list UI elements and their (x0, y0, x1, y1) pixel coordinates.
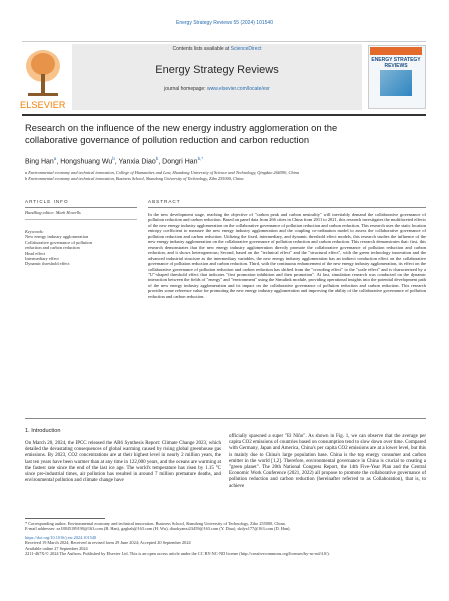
journal-header-box (72, 44, 362, 110)
handling-editor (25, 210, 115, 215)
author-name[interactable]: Dongri Han (162, 158, 198, 166)
title-line-1: Research on the influence of the new energy industry agglomeration on the (25, 122, 338, 133)
abstract-bottom-rule (25, 418, 426, 419)
article-info-heading: ARTICLE INFO (25, 199, 69, 204)
affiliation-a: a Environmental economy and technical innovation, College of Humanities and Law, Shandong University of Science and Technology, Qingdao 266590, China (25, 170, 299, 175)
section-heading: 1. Introduction (25, 428, 61, 434)
cover-band (370, 47, 422, 55)
email-addresses[interactable]: E-mail addresses: zz18845189190@163.com (B. Han), gzgbzh@163.com (H. Wu), diaokyanxi23459@163.com (Y. Diao), skdyx177@163.com (D. Han). (25, 526, 291, 532)
cover-title: ENERGY STRATEGY REVIEWS (371, 57, 421, 69)
article-title (25, 122, 425, 146)
author-name[interactable]: Yanxia Diao (118, 158, 156, 166)
title-line-2: collaborative governance of pollution reduction and carbon reduction (25, 134, 310, 145)
handling-editor-text: Handling editor: Mark Howells (25, 210, 81, 215)
article-info-rule (25, 207, 137, 208)
affiliations (25, 170, 425, 181)
publisher-wordmark: ELSEVIER (20, 100, 66, 110)
doi-link[interactable]: https://doi.org/10.1016/j.esr.2024.101540 (25, 534, 97, 540)
abstract-heading: ABSTRACT (148, 199, 181, 204)
header-rule (22, 114, 426, 116)
abstract-rule (148, 207, 426, 208)
received-dates: Received 19 March 2024; Received in revised form 29 June 2024; Accepted 20 September 2024 (25, 540, 191, 546)
elsevier-tree-logo (22, 46, 64, 100)
sciencedirect-link[interactable]: ScienceDirect (230, 46, 262, 52)
journal-title: Energy Strategy Reviews (155, 64, 279, 76)
author-affil-marker[interactable]: b,* (197, 156, 204, 161)
affiliation-b: b Environmental economy and technical innovation, Business School, Shandong University of Technology, Zibo 255000, China (25, 175, 244, 181)
editor-rule (25, 219, 137, 220)
keyword-item: reduction and carbon reduction (25, 245, 80, 251)
keyword-item: Collaborative governance of pollution (25, 239, 92, 245)
keyword-item: Dynamic threshold effect (25, 261, 70, 267)
author-affil-marker[interactable]: b (155, 156, 159, 161)
author-list: Bing Han$^a$, Hongshuang Wu$^b$, Yanxia Diao$^b$, Dongri Han$^{b,*}$ (25, 156, 204, 166)
keywords-block (25, 229, 120, 267)
intro-right-column: officially spawned a super "El Niño". As shown in Fig. 1, we can observe that the average per capita CO2 emissions of countries based on consumption tend to slow down over time. Compared with Germany, Japan and America, China's per capita CO2 emissions are at a lower level, but this is mainly due to China's large population base. China is the top energy consumer and carbon emitter in the world [1,2]. Therefore, environmental governance in China is crucial to creating a "green planet". The 20th National Congress Report, the 14th Five-Year Plan and the Central Economic Work Conference (2021, 2022) all propose to promote the collaborative governance of pollution reduction and carbon reduction (hereinafter referred to as Collaboration), that is, to achieve (229, 434, 426, 489)
contents-prefix: Contents lists available at (172, 46, 231, 52)
keyword-item: Intermediary effect (25, 256, 59, 262)
author-name[interactable]: Bing Han (25, 158, 54, 166)
journal-homepage (72, 86, 362, 92)
keywords-heading: Keywords: (25, 229, 44, 234)
available-online: Available online 27 September 2024 (25, 545, 88, 551)
homepage-prefix: journal homepage: (164, 86, 207, 92)
author-affil-marker[interactable]: b (112, 156, 115, 161)
author-name[interactable]: Hongshuang Wu (60, 158, 113, 166)
footnotes (25, 521, 427, 556)
journal-reference[interactable]: Energy Strategy Reviews 55 (2024) 101540 (175, 20, 273, 26)
footnote-rule (25, 518, 105, 519)
keyword-item: Head effect (25, 250, 46, 256)
license-text[interactable]: 2211-467X/© 2024 The Authors. Published by Elsevier Ltd. This is an open access article under the CC BY-NC-ND license (http://creativecommons.org/licenses/by-nc-nd/4.0/). (25, 551, 330, 557)
corresponding-author-note: * Corresponding author. Environmental economy and technical innovation, Business School, Shandong University of Technology, Zibo 255000, China. (25, 521, 286, 526)
author-affil-marker[interactable]: a (53, 156, 57, 161)
intro-left-column: On March 20, 2024, the IPCC released the AR6 Synthesis Report: Climate Change 2023, which detailed the devastating consequences of global warming caused by rising global greenhouse gas emissions. By 2023, CO2 concentrations are at their highest level in nearly 2 million years, the last ten years have been warmer than at any time in 122,000 years, and the oceans are warming at the fastest rate since the end of the last ice age. The world's temperature has risen by 1.15 °C since pre-industrial times, air pollution has resulted in around 7 million premature deaths, and environmental pollution and climate change have (25, 441, 221, 484)
contents-line (72, 46, 362, 52)
homepage-link[interactable]: www.elsevier.com/locate/esr (207, 86, 270, 92)
cover-image (380, 70, 412, 96)
abstract-text: In the new development stage, reaching the objective of "carbon peak and carbon neutrality" will inevitably demand the collaborative governance of pollution reduction and carbon reduction. Based on panel data from 266 cities in China from 2011 to 2021, this research investigates the multifaceted effects of the new energy industry agglomeration on the collaborative governance of pollution reduction and carbon reduction. This research uses the static location entropy coefficient to measure the new energy industry agglomeration and the coupling co-ordination model to assess the collaborative governance of pollution reduction and carbon reduction. Utilizing the fixed, intermediary, and dynamic threshold effect models, this research studies the influence of the new energy industry agglomeration on the collaborative governance of pollution reduction and carbon reduction. This research demonstrates that: first, this research demonstrates that the new energy industry agglomeration directly promote the collaborative governance of pollution reduction and carbon reduction, and it shows heterogeneous; Second, based on the "technical effect" and the "structural effect", with the green technology innovation and the advanced industrial structure as the intermediary variables, the new energy industry agglomeration has an indirect conduction effect on the collaborative governance of pollution reduction and carbon reduction. Third, with the continuous enhancement of the new energy industry agglomeration, its effect on the collaborative governance of pollution reduction and carbon reduction has shifted from the "crowding effect" to the "scale effect" and is characterized by a "U"-shaped threshold effect that indicates "first promotion inhibition and then promotion". At last, simulation research was conducted on the dynamic interaction between the fields of "energy" and "environment" using the Simulink module, providing operational insights into the potential development path of the new energy industry agglomeration and its impact on the collaborative governance of pollution reduction and carbon reduction. This research provides some reference value for promoting the new energy industry agglomeration and improving the ability of the collaborative governance of pollution reduction and carbon reduction. (148, 212, 426, 299)
keyword-item: New energy industry agglomeration (25, 234, 89, 240)
